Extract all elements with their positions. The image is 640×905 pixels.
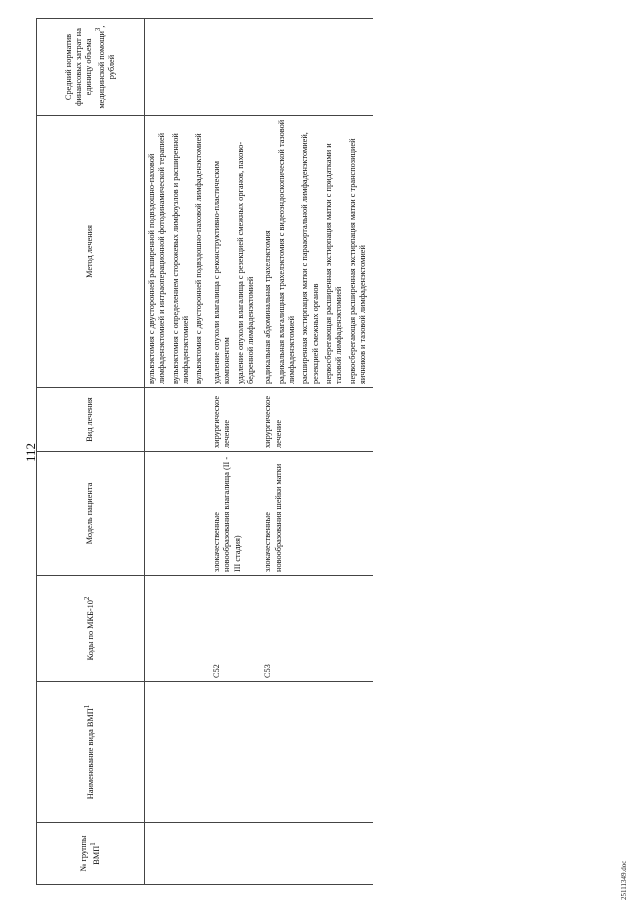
method-line: расширенная экстирпация матки с парааортальной лимфаденэктомией, резекцией смежных органов bbox=[300, 132, 320, 384]
cell-type: хирургическое лечение bbox=[210, 388, 261, 452]
cell-model: злокачественные новообразования влагалища (II - III стадия) bbox=[210, 452, 261, 576]
cell-cost bbox=[261, 19, 373, 116]
method-line: вульвэктомия с определением сторожевых лимфоузлов и расширенной лимфаденэктомией bbox=[170, 133, 191, 384]
cell-vmp-name bbox=[210, 682, 261, 823]
method-line: вульвэктомия с двусторонней расширенной подвздошно-паховой лимфаденэктомией и интраоперационной фотодинамической терапией bbox=[147, 132, 167, 384]
cell-methods bbox=[210, 116, 261, 388]
cell-methods bbox=[261, 116, 373, 388]
method-line: удаление опухоли влагалища с реконструктивно-пластическим компонентом bbox=[211, 161, 232, 384]
cell-cost bbox=[210, 19, 261, 116]
cell-group bbox=[145, 823, 210, 885]
cell-model: злокачественные новообразования шейки матки bbox=[261, 452, 373, 576]
header-cost: Средний норматив финансовых затрат на единицу объема медицинской помощи$^3$, рублей bbox=[37, 19, 145, 116]
cell-cost bbox=[145, 19, 210, 116]
method-line: удаление опухоли влагалища с резекцией смежных органов, пахово-бедренной лимфаденэктомией bbox=[235, 141, 255, 384]
method-line: радикальная абдоминальная трахелэктомия bbox=[263, 230, 273, 384]
method-line: вульвэктомия с двусторонней подвздошно-паховой лимфаденэктомией bbox=[194, 133, 204, 384]
page-number: 112 bbox=[23, 442, 38, 463]
vmp-table bbox=[36, 18, 373, 885]
method-line: нервосберегающая расширенная экстирпация матки с придатками и тазовой лимфаденэктомией bbox=[324, 143, 344, 384]
header-mkb-codes: Коды по МКБ-$10^2$ bbox=[37, 576, 145, 682]
cell-vmp-name bbox=[145, 682, 210, 823]
cell-code: C52 bbox=[210, 576, 261, 682]
table-row bbox=[210, 19, 261, 885]
cell-methods bbox=[145, 116, 210, 388]
table-header-row bbox=[37, 19, 145, 885]
cell-vmp-name bbox=[261, 682, 373, 823]
cell-group bbox=[261, 823, 373, 885]
cell-model bbox=[145, 452, 210, 576]
header-vmp-name: Наименование вида ВМП$^1$ bbox=[37, 682, 145, 823]
header-patient-model: Модель пациента bbox=[37, 452, 145, 576]
cell-group bbox=[210, 823, 261, 885]
table-row bbox=[261, 19, 373, 885]
method-line: нервосберегающая расширенная экстирпация матки с транспозицией яичников и тазовой лимфаденэктомией bbox=[347, 138, 368, 384]
header-treatment-method: Метод лечения bbox=[37, 116, 145, 388]
cell-code bbox=[145, 576, 210, 682]
cell-code: C53 bbox=[261, 576, 373, 682]
header-group: № группы ВМП$^1$ bbox=[37, 823, 145, 885]
method-line: радикальная влагалищная трахелэктомия с видеоэндоскопической тазовой лимфаденэктомией bbox=[276, 119, 296, 384]
footer-doc-code: 25111349.doc bbox=[620, 860, 628, 900]
header-treatment-type: Вид лечения bbox=[37, 388, 145, 452]
cell-type: хирургическое лечение bbox=[261, 388, 373, 452]
table-row bbox=[145, 19, 210, 885]
cell-type bbox=[145, 388, 210, 452]
